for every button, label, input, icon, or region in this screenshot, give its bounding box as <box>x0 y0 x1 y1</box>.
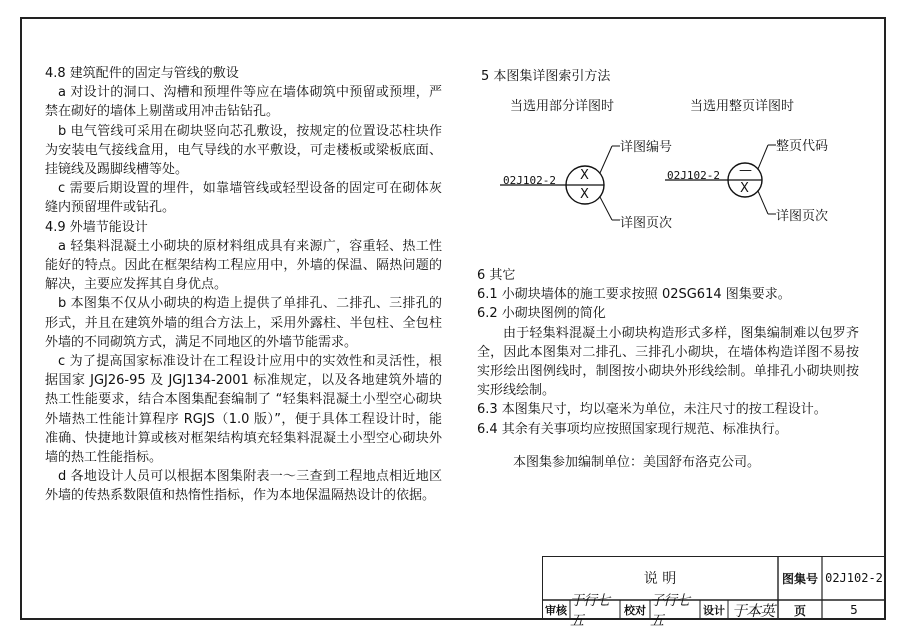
section-6-block <box>477 266 859 472</box>
full-ref-code: 02J102-2 <box>667 169 720 182</box>
section-4-8-b: b 电气管线可采用在砌块竖向芯孔敷设，按规定的位置设芯柱块作为安装电气接线盒用，电气导线的水平敷设，可走楼板或梁板底面、挂镜线及踢脚线槽等处。 <box>45 123 442 178</box>
left-column <box>45 64 442 506</box>
full-page-caption: 当选用整页详图时 <box>690 99 795 114</box>
partial-detail-caption: 当选用部分详图时 <box>510 99 615 114</box>
section-6-4: 6.4 其余有关事项均应按照国家现行规范、标准执行。 <box>477 421 788 437</box>
label-detail-page-2: 详图页次 <box>776 209 829 224</box>
section-6-2-title: 6.2 小砌块图例的简化 <box>477 306 606 322</box>
section-4-9-title: 4.9 外墙节能设计 <box>45 219 148 235</box>
section-4-8-title: 4.8 建筑配件的固定与管线的敷设 <box>45 66 239 81</box>
partial-ref-code: 02J102-2 <box>503 174 556 187</box>
participant-note: 本图集参加编制单位：美国舒布洛克公司。 <box>513 454 761 470</box>
partial-x-bottom: X <box>580 187 589 202</box>
section-4-9-c: c 为了提高国家标准设计在工程设计应用中的实效性和灵活性，根据国家 JGJ26-95 及 JGJ134-2001 标准规定，以及各地建筑外墙的热工性能要求，结合本图集配套编制了 “轻集料混凝土小型空心砌块外墙热工性能计算程序 RGJS（1.0 版）”，便于具体工程设计时，能准确、快捷地计算或核对框架结构填充轻集料混凝土小型空心砌块外墙的热工性能指标。 <box>45 354 442 466</box>
section-4-9-b: b 本图集不仅从小砌块的构造上提供了单排孔、二排孔、三排孔的形式，并且在建筑外墙的组合方法上，采用外露柱、半包柱、全包柱外墙的不同砌筑方式，满足不同地区的外墙节能需求。 <box>45 296 442 350</box>
page-label: 页 <box>793 603 806 618</box>
design-label: 设计 <box>703 604 725 617</box>
review-signature: 于行七五 <box>570 593 609 629</box>
section-6-2-body: 由于轻集料混凝土小砌块构造形式多样，图集编制难以包罗齐全，因此本图集对二排孔、三排孔小砌块，在墙体构造详图不易按实形绘出图例线时，制图按小砌块外形线绘制。单排孔小砌块则按实形线绘制。 <box>477 325 859 399</box>
label-page-code: 整页代码 <box>776 139 829 154</box>
full-dash-top: — <box>739 163 752 178</box>
sheet-title: 说 明 <box>643 571 677 587</box>
section-4-8-c: c 需要后期设置的埋件，如靠墙管线或轻型设备的固定可在砌体灰缝内预留埋件或钻孔。 <box>45 181 442 216</box>
design-signature: 于本英 <box>731 601 774 620</box>
atlas-number: 02J102-2 <box>825 571 883 585</box>
atlas-number-label: 图集号 <box>781 571 818 586</box>
check-signature: 子行七五 <box>650 593 689 629</box>
section-4-9-d: d 各地设计人员可以根据本图集附表一～三查到工程地点相近地区外墙的传热系数限值和热惰性指标，作为本地保温隔热设计的依据。 <box>45 469 442 504</box>
partial-x-top: X <box>580 168 589 183</box>
section-5-title: 5 本图集详图索引方法 <box>481 69 611 84</box>
label-detail-page: 详图页次 <box>620 216 673 231</box>
label-detail-number: 详图编号 <box>620 140 673 155</box>
review-label: 审核 <box>545 604 567 617</box>
section-6-title: 6 其它 <box>477 268 516 283</box>
title-block <box>542 556 886 629</box>
section-6-1: 6.1 小砌块墙体的施工要求按照 02SG614 图集要求。 <box>477 287 791 303</box>
section-4-9-a: a 轻集料混凝土小砌块的原材料组成具有来源广，容重轻、热工性能好的特点。因此在框架结构工程应用中，外墙的保温、隔热问题的解决，主要应发挥其自身优点。 <box>45 238 442 293</box>
full-x-bottom: X <box>740 181 749 196</box>
page-number: 5 <box>850 603 858 617</box>
section-6-3: 6.3 本图集尺寸，均以毫米为单位，未注尺寸的按工程设计。 <box>477 402 827 418</box>
section-4-8-a: a 对设计的洞口、沟槽和预埋件等应在墙体砌筑中预留或预埋，严禁在砌好的墙体上剔凿或用冲击钻钻孔。 <box>45 85 442 120</box>
check-label: 校对 <box>624 604 646 617</box>
